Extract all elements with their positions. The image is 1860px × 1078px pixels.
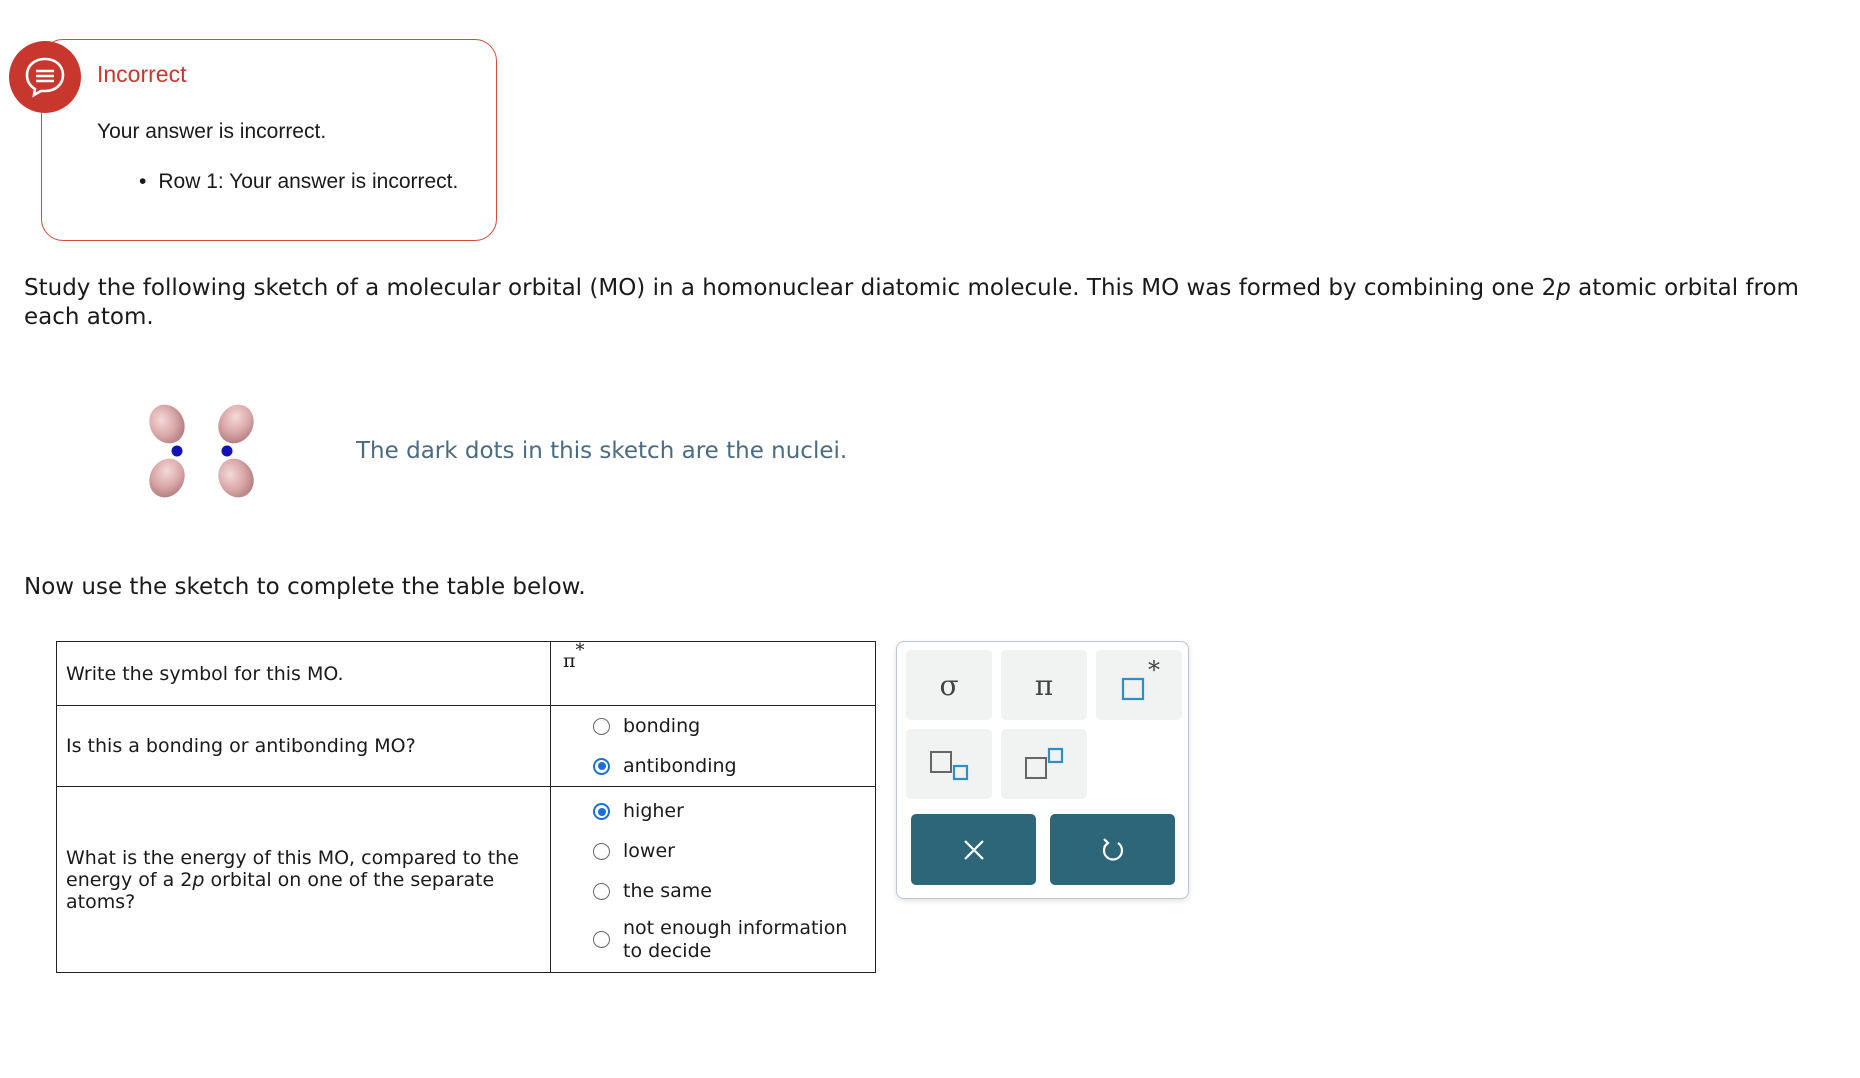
option-label: not enough information to decide [623,916,848,962]
row-prompt [57,642,551,706]
option-label: antibonding [623,754,737,777]
subscript-key[interactable] [906,729,992,799]
radio-the-same[interactable] [593,883,610,900]
table-row [57,706,876,787]
row-prompt [57,706,551,787]
option-label: the same [623,880,712,902]
question-text-part: Study the following sketch of a molecular orbital (MO) in a homonuclear diatomic molecule. This MO was formed by combining one 2 [24,275,1557,301]
superscript-star-key[interactable] [1096,650,1182,720]
superscript-key[interactable] [1001,729,1087,799]
question-text-italic: p [1556,275,1571,301]
close-icon [961,837,987,863]
nucleus-dot [222,446,233,457]
bonding-options [551,706,876,787]
pi-key-label: π [1034,668,1054,702]
undo-icon [1099,836,1127,864]
question-text [24,274,1844,332]
question-text-part: atomic orbital from each atom. [24,275,1799,330]
row-prompt-text: Is this a bonding or antibonding MO? [66,735,416,757]
superscript-star-label: * [1148,656,1160,684]
radio-higher[interactable] [593,803,610,820]
option-bonding[interactable] [593,706,875,746]
orbital-lobe [212,452,260,503]
option-lower[interactable] [593,832,875,872]
instruction-text: Now use the sketch to complete the table below. [24,574,586,600]
answer-symbol-superscript: * [575,640,585,662]
option-label: lower [623,840,675,862]
undo-button[interactable] [1050,814,1175,885]
option-label: bonding [623,714,701,737]
option-label: higher [623,800,684,822]
orbital-lobe [212,398,260,449]
feedback-detail-text: Row 1: Your answer is incorrect. [158,170,459,193]
answer-symbol-base: π [563,649,576,672]
superscript-template-icon [1020,744,1068,784]
feedback-toggle-icon[interactable] [9,41,81,113]
radio-lower[interactable] [593,843,610,860]
row-prompt-italic: p [192,868,205,891]
option-higher[interactable] [593,792,875,832]
sigma-key-label: σ [939,668,959,702]
row-prompt-text: What is the energy of this MO, compared to the energy of a 2 [66,846,519,891]
row-prompt-text: orbital on one of the separate atoms? [66,868,495,913]
pi-key[interactable] [1001,650,1087,720]
symbol-answer-field[interactable] [551,642,876,706]
symbol-palette [896,641,1189,899]
clear-button[interactable] [911,814,1036,885]
table-row [57,787,876,973]
answer-symbol [551,640,585,672]
nucleus-dot [172,446,183,457]
sigma-key[interactable] [906,650,992,720]
option-not-enough-info[interactable] [593,912,875,968]
feedback-status: Incorrect [97,61,187,87]
row-prompt [57,787,551,973]
option-the-same[interactable] [593,872,875,912]
sketch-caption: The dark dots in this sketch are the nuclei. [356,438,848,464]
molecular-orbital-sketch [140,398,260,504]
radio-antibonding[interactable] [593,758,610,775]
answer-table [56,641,876,973]
orbital-lobe [143,398,192,449]
row-prompt-text: Write the symbol for this MO. [66,662,344,685]
table-row [57,642,876,706]
subscript-template-icon [925,744,973,784]
option-antibonding[interactable] [593,746,875,786]
feedback-detail-item: • Row 1: Your answer is incorrect. [139,170,459,193]
orbital-lobe [143,452,192,503]
energy-options [551,787,876,973]
radio-bonding[interactable] [593,718,610,735]
radio-not-enough-info[interactable] [593,931,610,948]
feedback-message: Your answer is incorrect. [97,120,327,143]
